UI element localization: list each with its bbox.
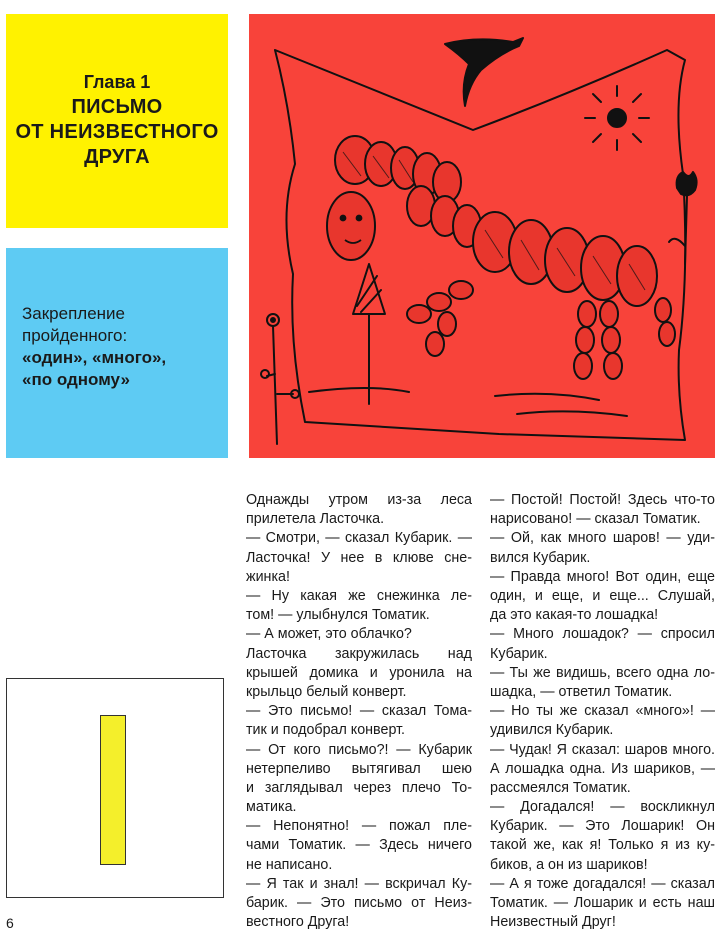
story-line: — Чудак! Я сказал: шаров много. — [490, 741, 715, 758]
story-line: чами Томатик. — Здесь ничего — [246, 837, 472, 854]
story-line: не написано. — [246, 856, 333, 873]
story-line: — А я тоже догадался! — сказал — [490, 875, 715, 892]
topic-intro-line: пройденного: — [22, 326, 128, 345]
story-line: Неизвестный Друг! — [490, 914, 616, 931]
sun-icon — [585, 86, 649, 150]
story-line: один, и еще, и еще... Слушай, — [490, 587, 715, 604]
story-line: — Я так и знал! — вскричал Ку- — [246, 875, 472, 892]
counting-stick — [100, 715, 126, 865]
story-line: нарисовано! — сказал Томатик. — [490, 511, 701, 528]
grass-line — [495, 394, 599, 400]
story-column-1 — [246, 491, 472, 932]
story-line: барик. — Это письмо от Неиз- — [246, 895, 472, 912]
story-line: вился Кубарик. — [490, 549, 591, 566]
story-line: — Ну какая же снежинка ле- — [246, 587, 472, 604]
story-line: Однажды утром из-за леса — [246, 492, 472, 508]
story-line: и заглядывал через плечо То- — [246, 779, 472, 796]
story-line: да это какая-то лошадка! — [490, 607, 659, 624]
story-line: — Непонятно! — пожал пле- — [246, 818, 472, 835]
chapter-title-line: ДРУГА — [84, 146, 150, 168]
chapter-title-line: ОТ НЕИЗВЕСТНОГО — [15, 121, 219, 143]
topic-intro — [22, 303, 214, 347]
story-line: матика. — [246, 799, 297, 816]
story-line: нетерпеливо вытягивал шею — [246, 760, 472, 777]
story-line: крышей домика и уронила на — [246, 664, 472, 681]
story-line: — Это письмо! — сказал Тома- — [246, 703, 472, 720]
story-line: прилетела Ласточка. — [246, 511, 385, 528]
tree-icon — [353, 264, 385, 404]
chapter-heading-panel — [6, 14, 228, 228]
story-line: Кубарик. — Это Лошарик! Он — [490, 818, 715, 835]
story-line: тик и подобрал конверт. — [246, 722, 406, 739]
story-line: вестного Друга! — [246, 914, 350, 931]
story-line: — От кого письмо?! — Кубарик — [246, 741, 472, 758]
story-line: Кубарик. — [490, 645, 548, 662]
swallow-icon — [445, 38, 523, 106]
story-line: — Постой! Постой! Здесь что-то — [490, 492, 715, 508]
topic-terms — [22, 347, 214, 391]
losharik-horse — [327, 136, 675, 379]
story-line: — Ой, как много шаров! — уди- — [490, 530, 715, 547]
topic-intro-line: Закрепление — [22, 304, 125, 323]
story-line: А лошадка одна. Из шариков, — — [490, 760, 715, 777]
story-line: — Смотри, — сказал Кубарик. — — [246, 530, 472, 547]
story-line: Томатик. — Лошарик и есть наш — [490, 895, 715, 912]
tulip-icon — [669, 172, 697, 264]
grass-line — [517, 411, 627, 416]
story-line: крыльцо белый конверт. — [246, 683, 407, 700]
topic-term-line: «по одному» — [22, 370, 130, 389]
story-line: Ласточка закружилась над — [246, 645, 472, 662]
story-line: биков, а он из шариков! — [490, 856, 648, 873]
story-line: — Догадался! — воскликнул — [490, 799, 715, 816]
grass-line — [309, 388, 409, 392]
chapter-title-line: ПИСЬМО — [71, 96, 163, 118]
story-line: жинка! — [246, 568, 290, 585]
counting-stick-card — [6, 678, 224, 898]
story-line: такой же, как я! Только я из ку- — [490, 837, 715, 854]
loshariki-drawing — [249, 14, 715, 458]
story-line: Ласточка! У нее в клюве сне- — [246, 549, 472, 566]
letter-illustration — [249, 14, 715, 458]
story-line: — А может, это облачко? — [246, 626, 412, 643]
story-line: удивился Кубарик. — [490, 722, 614, 739]
story-line: том! — улыбнулся Томатик. — [246, 607, 430, 624]
story-line: — Но ты же сказал «много»! — — [490, 703, 715, 720]
story-line: — Ты же видишь, всего одна ло- — [490, 664, 715, 681]
lesson-topic-panel — [6, 248, 228, 458]
page-number: 6 — [6, 915, 14, 931]
chapter-title — [15, 95, 218, 170]
story-column-2 — [490, 491, 715, 932]
story-line: шадка, — ответил Томатик. — [490, 683, 673, 700]
story-line: — Правда много! Вот один, еще — [490, 568, 715, 585]
story-line: — Много лошадок? — спросил — [490, 626, 715, 643]
chapter-number: Глава 1 — [83, 72, 151, 92]
story-line: рассмеялся Томатик. — [490, 779, 631, 796]
topic-term-line: «один», «много», — [22, 348, 167, 367]
